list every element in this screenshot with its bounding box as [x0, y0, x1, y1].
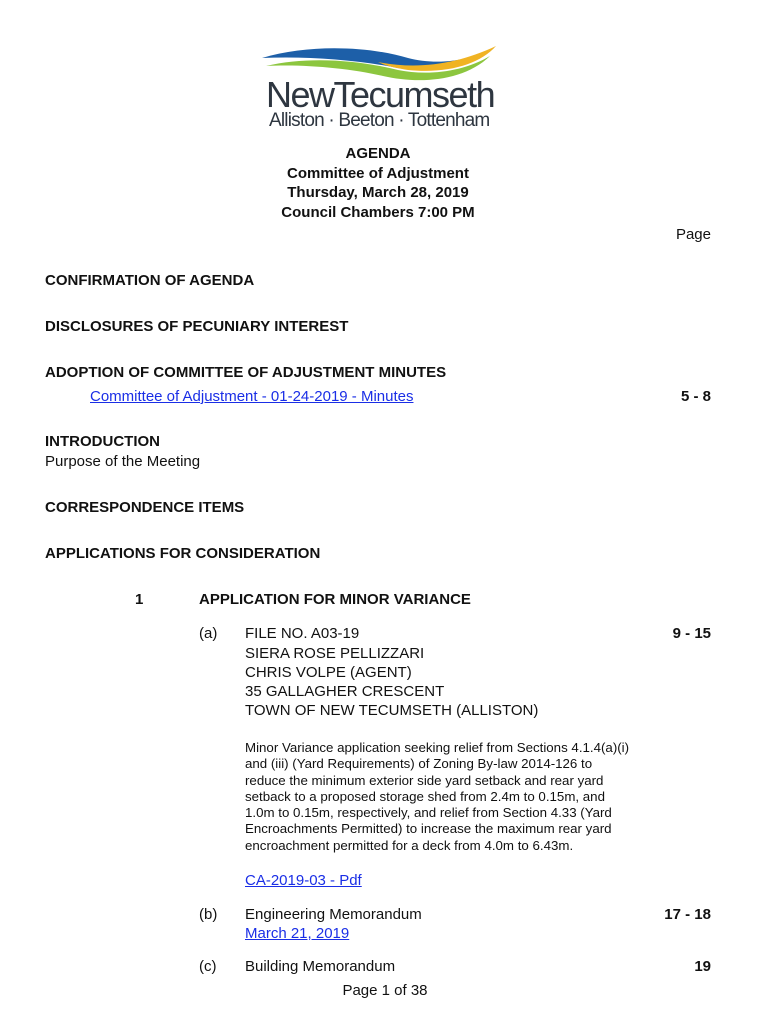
subitem-c-letter: (c)	[199, 958, 217, 975]
page-footer: Page 1 of 38	[342, 982, 428, 999]
application-description	[245, 740, 635, 854]
section-introduction: INTRODUCTION	[45, 433, 160, 450]
section-correspondence: CORRESPONDENCE ITEMS	[45, 499, 245, 516]
engineering-memo-title: Engineering Memorandum	[245, 906, 422, 923]
town-logo	[258, 44, 498, 134]
subitem-b-letter: (b)	[199, 906, 218, 923]
committee-name: Committee of Adjustment	[287, 164, 469, 182]
introduction-subitem: Purpose of the Meeting	[45, 453, 201, 470]
engineering-memo-link[interactable]: March 21, 2019	[245, 925, 350, 942]
agenda-header	[0, 144, 756, 222]
section-confirmation-of-agenda: CONFIRMATION OF AGENDA	[45, 272, 255, 289]
property-address: 35 GALLAGHER CRESCENT	[245, 683, 445, 700]
subitem-b-page-range: 17 - 18	[664, 906, 711, 923]
section-disclosures: DISCLOSURES OF PECUNIARY INTEREST	[45, 318, 349, 335]
minutes-link[interactable]: Committee of Adjustment - 01-24-2019 - Minutes	[90, 388, 414, 405]
subitem-a-page-range: 9 - 15	[672, 625, 711, 642]
item-number: 1	[135, 591, 144, 608]
section-applications: APPLICATIONS FOR CONSIDERATION	[45, 545, 321, 562]
agenda-title: AGENDA	[345, 145, 411, 162]
item-title: APPLICATION FOR MINOR VARIANCE	[199, 591, 471, 608]
application-pdf-link[interactable]: CA-2019-03 - Pdf	[245, 872, 362, 889]
municipality: TOWN OF NEW TECUMSETH (ALLISTON)	[245, 702, 539, 719]
building-memo-title: Building Memorandum	[245, 958, 396, 975]
page-column-label: Page	[675, 226, 711, 243]
applicant-name: SIERA ROSE PELLIZZARI	[245, 645, 425, 662]
file-number: FILE NO. A03-19	[245, 625, 360, 642]
meeting-date: Thursday, March 28, 2019	[287, 184, 469, 201]
section-adoption-of-minutes: ADOPTION OF COMMITTEE OF ADJUSTMENT MINUTES	[45, 364, 447, 381]
logo-wordmark: NewTecumseth	[266, 74, 495, 115]
subitem-a-letter: (a)	[199, 625, 218, 642]
meeting-location: Council Chambers 7:00 PM	[281, 203, 475, 221]
agent-name: CHRIS VOLPE (AGENT)	[245, 664, 412, 681]
description-text: Minor Variance application seeking relief from Sections 4.1.4(a)(i) and (iii) (Yard Requirements) of Zoning By-law 2014-126 to reduce the minimum exterior side yard setback and rear yard setback to a proposed storage shed from 2.4m to 0.15m, and 1.0m to 0.15m, respectively, and relief from Section 4.33 (Yard Encroachments Permitted) to increase the maximum rear yard encroachment permitted for a deck from 4.0m to 6.43m.	[245, 740, 630, 853]
logo-tagline: Alliston · Beeton · Tottenham	[269, 110, 490, 131]
subitem-c-page-range: 19	[694, 958, 711, 975]
minutes-page-range: 5 - 8	[680, 388, 711, 405]
